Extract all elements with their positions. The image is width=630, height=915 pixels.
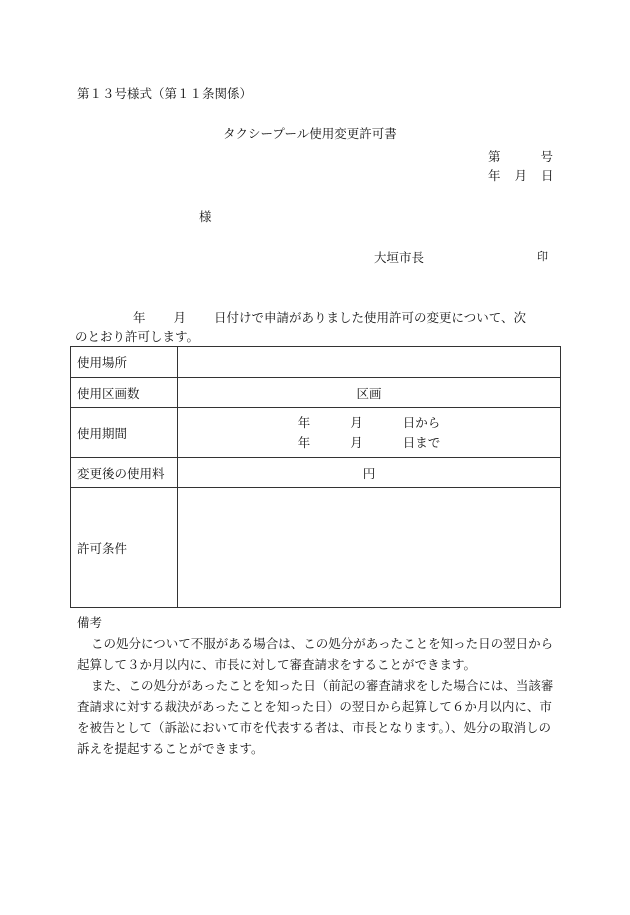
location-value xyxy=(178,347,561,378)
fee-label: 変更後の使用料 xyxy=(71,458,178,488)
notes-paragraph-1 xyxy=(77,633,563,675)
recipient-suffix: 様 xyxy=(199,209,212,224)
table-row-sections xyxy=(71,378,561,408)
issue-date-line xyxy=(488,166,554,184)
table-row-period xyxy=(71,408,561,458)
document-number-line xyxy=(488,147,553,165)
period-to-day: 日まで xyxy=(402,434,441,450)
sections-value xyxy=(178,378,561,408)
intro-month: 月 xyxy=(173,310,187,325)
location-label: 使用場所 xyxy=(71,347,178,378)
notes-heading: 備考 xyxy=(77,615,103,630)
sections-label: 使用区画数 xyxy=(71,378,178,408)
period-value xyxy=(178,408,561,458)
form-number: 第１３号様式（第１１条関係） xyxy=(77,86,253,101)
period-from-month: 月 xyxy=(350,414,363,430)
notes-para2-text: また、この処分があったことを知った日（前記の審査請求をした場合には、当該審査請求に対する裁決があったことを知った日）の翌日から起算して６か月以内に、市を被告として（訴訟において市を代表する者は、市長となります。）、処分の取消しの訴えを提起することができます。 xyxy=(77,678,554,756)
table-row-conditions xyxy=(71,488,561,608)
date-day: 日 xyxy=(541,168,554,183)
intro-text-line1: 日付けで申請がありました使用許可の変更について、次 xyxy=(214,310,527,325)
fee-value xyxy=(178,458,561,488)
fee-unit: 円 xyxy=(362,465,376,481)
doc-no-suffix: 号 xyxy=(540,149,554,164)
period-from-day: 日から xyxy=(402,414,441,430)
notes-section xyxy=(77,612,563,759)
conditions-label: 許可条件 xyxy=(71,488,178,608)
conditions-value xyxy=(178,488,561,608)
period-to-year: 年 xyxy=(297,434,311,450)
permit-table xyxy=(70,346,561,608)
seal-mark: 印 xyxy=(537,250,548,263)
intro-text-line2: のとおり許可します。 xyxy=(75,329,200,344)
notes-paragraph-2 xyxy=(77,675,563,759)
period-to-month: 月 xyxy=(350,434,363,450)
doc-no-prefix: 第 xyxy=(488,149,501,164)
issuer-name: 大垣市長 xyxy=(374,250,425,265)
date-year: 年 xyxy=(488,168,501,183)
sections-unit: 区画 xyxy=(356,385,382,401)
document-title: タクシープール使用変更許可書 xyxy=(223,126,397,141)
intro-year: 年 xyxy=(133,310,146,325)
intro-paragraph xyxy=(75,308,561,346)
period-label: 使用期間 xyxy=(71,408,178,458)
date-month: 月 xyxy=(514,168,528,183)
notes-para1-text: この処分について不服がある場合は、この処分があったことを知った日の翌日から起算して３か月以内に、市長に対して審査請求をすることができます。 xyxy=(77,636,554,672)
table-row-fee xyxy=(71,458,561,488)
table-row-location xyxy=(71,347,561,378)
period-from-year: 年 xyxy=(297,414,311,430)
